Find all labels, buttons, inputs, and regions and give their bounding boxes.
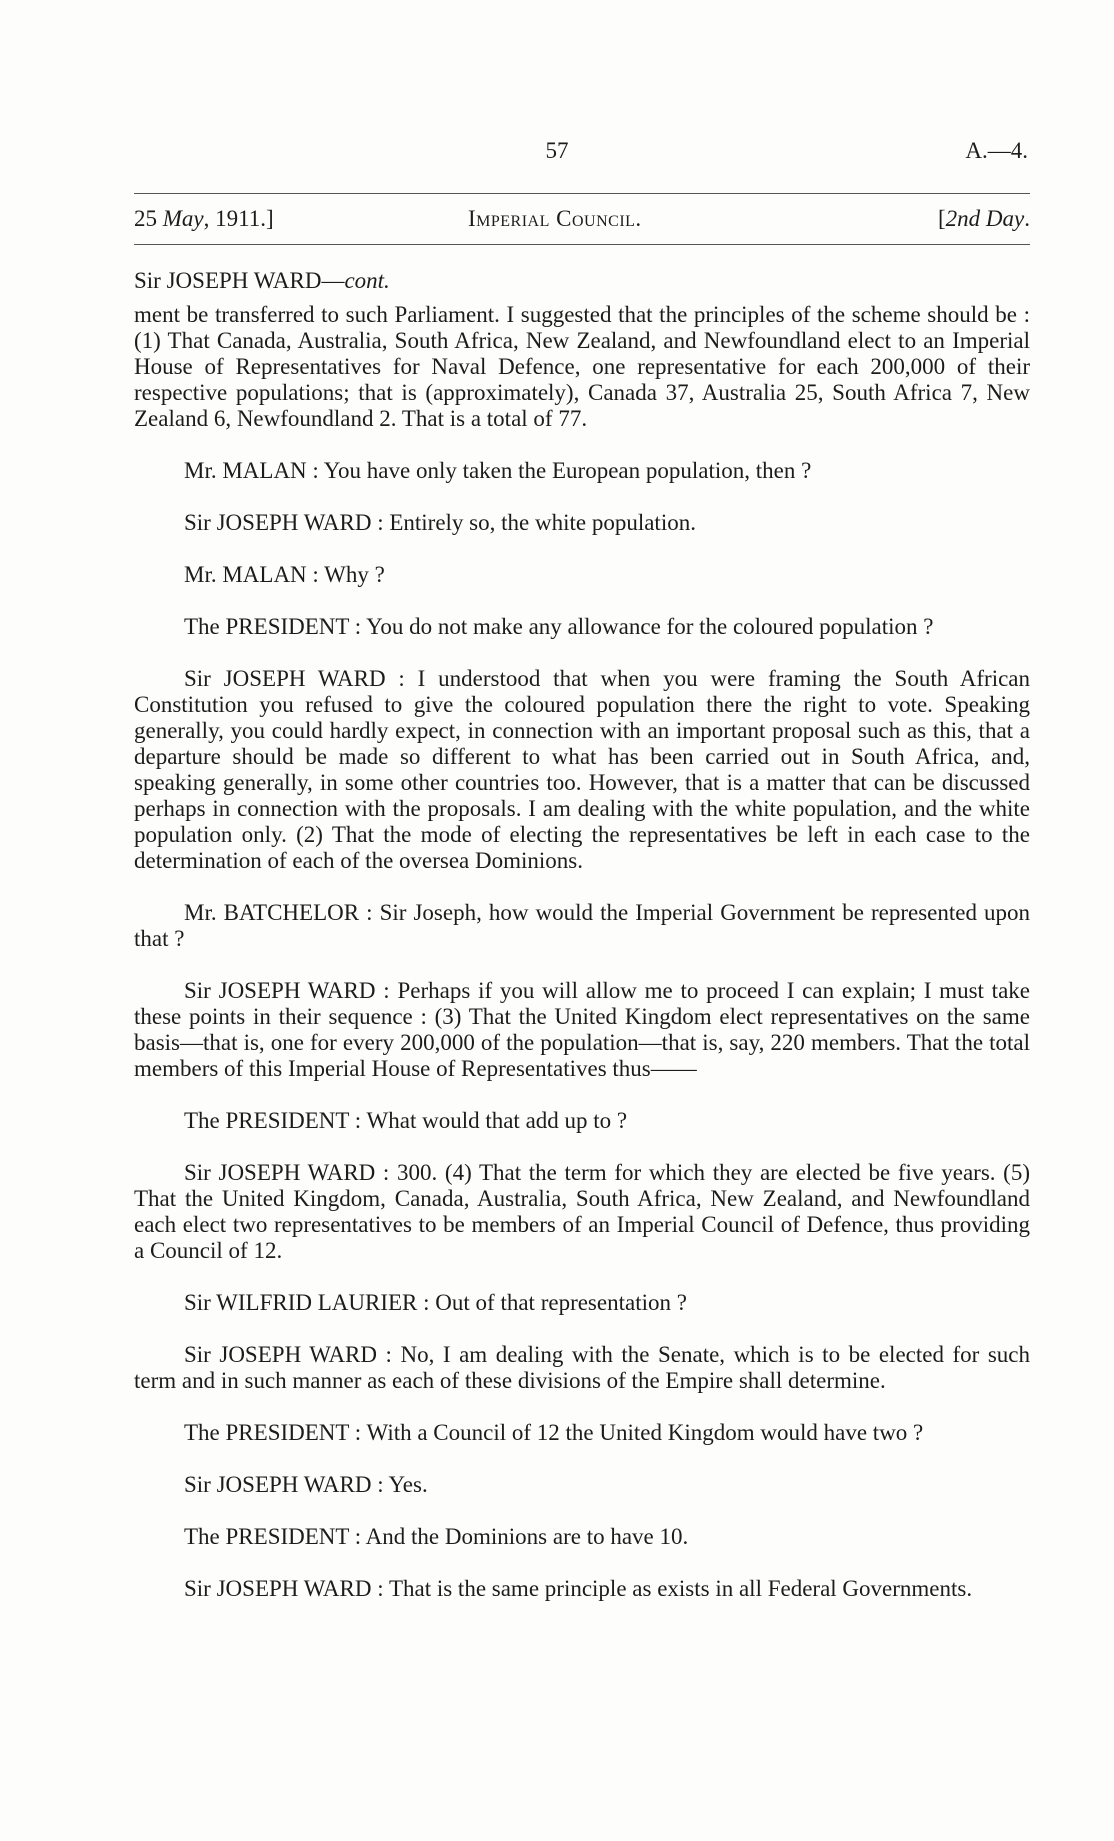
paragraph: Sir JOSEPH WARD : Perhaps if you will allow me to proceed I can explain; I must take these points in their sequence : (3) That the United Kingdom elect representatives on the same basis—that is, one for every 200,000 of the population—that is, say, 220 members. That the total members of this Imperial House of Representatives thus—— bbox=[134, 978, 1030, 1081]
speaker: Mr. BATCHELOR : bbox=[184, 900, 373, 925]
running-head-title: Imperial Council. bbox=[468, 206, 642, 231]
speaker: The PRESIDENT : bbox=[184, 1420, 362, 1445]
paragraph: Mr. MALAN : Why ? bbox=[184, 562, 385, 587]
speaker: Sir JOSEPH WARD : bbox=[184, 1576, 384, 1601]
paragraph: The PRESIDENT : And the Dominions are to have 10. bbox=[184, 1524, 689, 1549]
speaker: Sir JOSEPH WARD : bbox=[184, 666, 405, 691]
header-rule-bottom bbox=[134, 244, 1030, 245]
speaker: Sir JOSEPH WARD : bbox=[184, 978, 390, 1003]
page-number: 57 bbox=[545, 138, 569, 163]
paragraph: ment be transferred to such Parliament. I suggested that the principles of the scheme should be : (1) That Canada, Australia, South Africa, New Zealand, and Newfoundland elect to an Imperial House of Representatives for Naval Defence, one representative for each 200,000 of their respective populations; that is (approximately), Canada 37, Australia 25, South Africa 7, New Zealand 6, Newfoundland 2. That is a total of 77. bbox=[134, 302, 1030, 431]
paragraph: Sir JOSEPH WARD : No, I am dealing with the Senate, which is to be elected for such term and in such manner as each of these divisions of the Empire shall determine. bbox=[134, 1342, 1031, 1393]
running-head-date: 25 May, 1911.] bbox=[134, 206, 274, 231]
paragraph: Mr. BATCHELOR : Sir Joseph, how would the Imperial Government be represented upon that ? bbox=[134, 900, 1031, 951]
paragraph: Sir JOSEPH WARD : That is the same principle as exists in all Federal Governments. bbox=[184, 1576, 973, 1601]
paragraph: Mr. MALAN : You have only taken the European population, then ? bbox=[184, 458, 812, 483]
running-head-day: [2nd Day. bbox=[938, 206, 1030, 231]
speaker-continuation: Sir JOSEPH WARD—cont. bbox=[134, 268, 390, 293]
speaker: Sir JOSEPH WARD : bbox=[184, 1342, 392, 1367]
document-reference: A.—4. bbox=[965, 138, 1028, 163]
header-rule-top bbox=[134, 193, 1030, 194]
paragraph: Sir JOSEPH WARD : Entirely so, the white population. bbox=[184, 510, 696, 535]
paragraph: The PRESIDENT : With a Council of 12 the United Kingdom would have two ? bbox=[184, 1420, 924, 1445]
speaker: Mr. MALAN : bbox=[184, 562, 319, 587]
paragraph: The PRESIDENT : What would that add up to ? bbox=[184, 1108, 628, 1133]
paragraph: Sir JOSEPH WARD : I understood that when you were framing the South African Constitution you refused to give the coloured population there the right to vote. Speaking generally, you could hardly expect, in connection with an important proposal such as this, that a departure should be made so different to what has been carried out in South Africa, and, speaking generally, in some other countries too. However, that is a matter that can be discussed perhaps in connection with the proposals. I am dealing with the white population, and the white population only. (2) That the mode of electing the representatives be left in each case to the determination of each of the oversea Dominions. bbox=[134, 666, 1031, 873]
speaker: Sir WILFRID LAURIER : bbox=[184, 1290, 430, 1315]
running-head bbox=[134, 206, 1030, 236]
speaker: Sir JOSEPH WARD : bbox=[184, 510, 384, 535]
paragraph: Sir JOSEPH WARD : Yes. bbox=[184, 1472, 428, 1497]
speaker: Mr. MALAN : bbox=[184, 458, 319, 483]
speaker: Sir JOSEPH WARD : bbox=[184, 1472, 384, 1497]
paragraph: Sir WILFRID LAURIER : Out of that representation ? bbox=[184, 1290, 687, 1315]
speaker: The PRESIDENT : bbox=[184, 1108, 362, 1133]
paragraph: Sir JOSEPH WARD : 300. (4) That the term for which they are elected be five years. (5) That the United Kingdom, Canada, Australia, South Africa, New Zealand, and Newfoundland each elect two representatives to be members of an Imperial Council of Defence, thus providing a Council of 12. bbox=[134, 1160, 1031, 1263]
paragraph: The PRESIDENT : You do not make any allowance for the coloured population ? bbox=[184, 614, 934, 639]
speaker: Sir JOSEPH WARD : bbox=[184, 1160, 390, 1185]
speaker: The PRESIDENT : bbox=[184, 614, 362, 639]
page-content bbox=[134, 268, 1030, 1628]
speaker: The PRESIDENT : bbox=[184, 1524, 362, 1549]
